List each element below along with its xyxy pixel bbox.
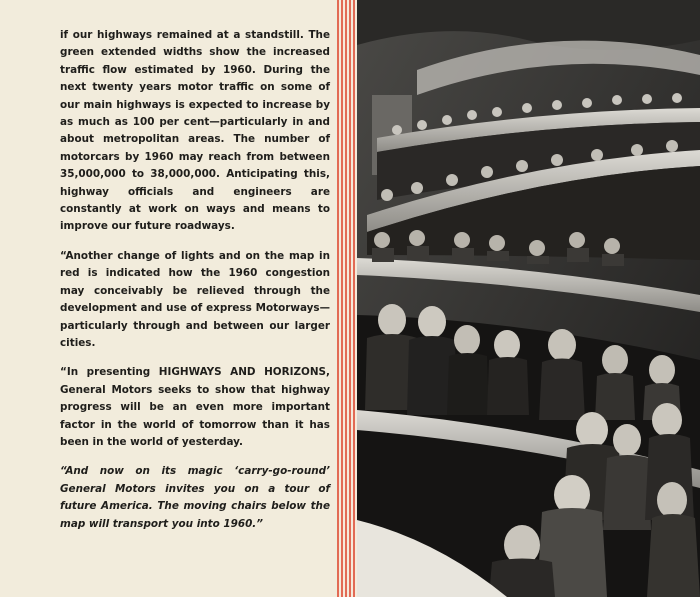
paragraph-carry-go-round: “And now on its magic ‘carry-go-round’ General Motors invites you on a tour of future America. The moving chairs below the map will transport you into 1960.” [60, 465, 330, 530]
text-column [60, 27, 330, 545]
paragraph-highways-and-horizons: “In presenting HIGHWAYS AND HORIZONS, General Motors seeks to show that highway progress will be an even more important factor in the world of tomorrow than it has been in the world of yesterday. [60, 366, 330, 448]
paragraph-motorways: “Another change of lights and on the map in red is indicated how the 1960 congestion may conceivably be relieved through the development and use of express Motorways—particularly through and between our larger cities. [60, 249, 330, 349]
paragraph-traffic-flow: if our highways remained at a standstill. The green extended widths show the increased traffic flow estimated by 1960. During the next twenty years motor traffic on some of our main highways is expected to increase by as much as 100 per cent—particularly in and about metropolitan areas. The number of motorcars by 1960 may reach from between 35,000,000 to 38,000,000. Anticipating this, highway officials and engineers are constantly at work on ways and means to improve our future roadways. [60, 29, 330, 233]
decorative-stripe-band [337, 0, 357, 597]
audience-photo [357, 0, 700, 597]
